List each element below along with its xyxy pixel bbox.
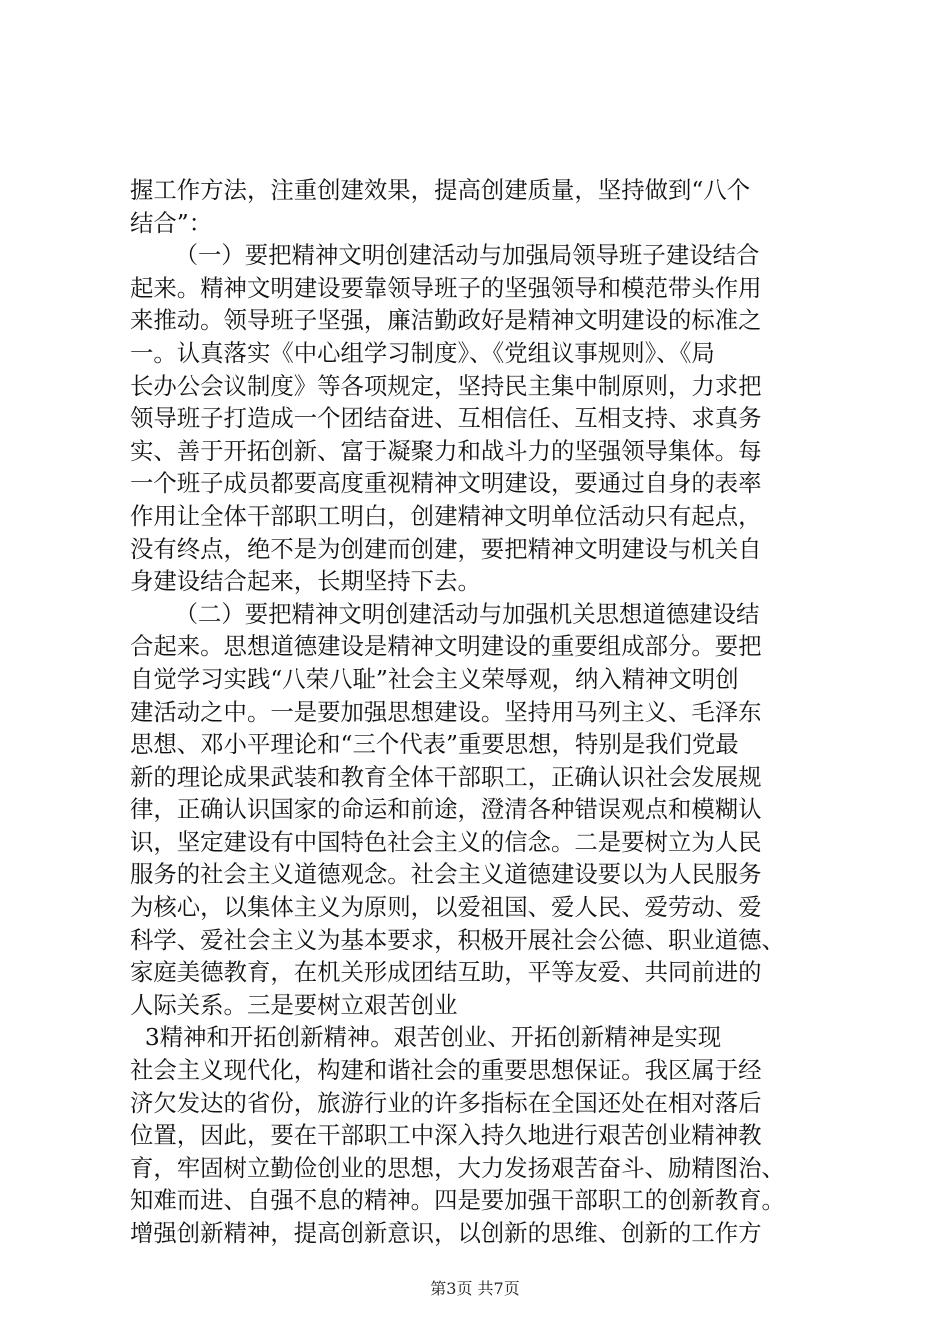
body-line: 识，坚定建设有中国特色社会主义的信念。二是要树立为人民 (130, 827, 762, 856)
body-line: 增强创新精神，提高创新意识，以创新的思维、创新的工作方 (130, 1219, 762, 1247)
body-line: 家庭美德教育，在机关形成团结互助，平等友爱、共同前进的 (130, 958, 762, 987)
body-line: 社会主义现代化，构建和谐社会的重要思想保证。我区属于经 (130, 1056, 762, 1085)
body-line: 没有终点，绝不是为创建而创建，要把精神文明建设与机关自 (130, 534, 762, 563)
body-line: 作用让全体干部职工明白，创建精神文明单位活动只有起点， (130, 501, 762, 530)
body-line: 握工作方法，注重创建效果，提高创建质量，坚持做到“八个 (130, 176, 751, 204)
body-line: 领导班子打造成一个团结奋进、互相信任、互相支持、求真务 (130, 404, 762, 433)
body-line: 合起来。思想道德建设是精神文明建设的重要组成部分。要把 (130, 632, 762, 661)
body-line: 育，牢固树立勤俭创业的思想，大力发扬艰苦奋斗、励精图治、 (130, 1153, 785, 1182)
body-line: 身建设结合起来，长期坚持下去。 (130, 567, 481, 596)
body-line: 人际关系。三是要树立艰苦创业 (130, 990, 458, 1019)
body-line: 3精神和开拓创新精神。艰苦创业、开拓创新精神是实现 (130, 1023, 722, 1052)
body-line: 为核心，以集体主义为原则，以爱祖国、爱人民、爱劳动、爱 (130, 893, 762, 922)
body-line: 新的理论成果武装和教育全体干部职工，正确认识社会发展规 (130, 762, 762, 791)
body-line: 位置，因此，要在干部职工中深入持久地进行艰苦创业精神教 (130, 1121, 762, 1150)
body-line: 一个班子成员都要高度重视精神文明建设，要通过自身的表率 (130, 469, 762, 498)
page-footer (0, 1276, 950, 1299)
document-body (130, 174, 850, 1250)
body-line: 结合”： (130, 208, 213, 237)
body-line: 思想、邓小平理论和“三个代表”重要思想，特别是我们党最 (130, 730, 739, 759)
body-line: （二）要把精神文明创建活动与加强机关思想道德建设结 (130, 599, 760, 628)
body-line: 长办公会议制度》等各项规定，坚持民主集中制原则，力求把 (130, 371, 762, 400)
body-line: 自觉学习实践“八荣八耻”社会主义荣辱观，纳入精神文明创 (130, 664, 739, 693)
body-line: 来推动。领导班子坚强，廉洁勤政好是精神文明建设的标准之 (130, 306, 762, 335)
body-line: 济欠发达的省份，旅游行业的许多指标在全国还处在相对落后 (130, 1088, 762, 1117)
body-line: （一）要把精神文明创建活动与加强局领导班子建设结合 (130, 241, 760, 270)
page-number-label: 第3页 共7页 (430, 1279, 520, 1298)
body-line: 律，正确认识国家的命运和前途，澄清各种错误观点和模糊认 (130, 795, 762, 824)
body-line: 科学、爱社会主义为基本要求，积极开展社会公德、职业道德、 (130, 925, 785, 954)
body-line: 起来。精神文明建设要靠领导班子的坚强领导和模范带头作用 (130, 273, 762, 302)
body-line: 服务的社会主义道德观念。社会主义道德建设要以为人民服务 (130, 860, 762, 889)
body-line: 一。认真落实《中心组学习制度》、《党组议事规则》、《局 (130, 338, 715, 367)
body-line: 知难而进、自强不息的精神。四是要加强干部职工的创新教育。 (130, 1186, 785, 1215)
body-line: 实、善于开拓创新、富于凝聚力和战斗力的坚强领导集体。每 (130, 436, 762, 465)
body-line: 建活动之中。一是要加强思想建设。坚持用马列主义、毛泽东 (130, 697, 762, 726)
